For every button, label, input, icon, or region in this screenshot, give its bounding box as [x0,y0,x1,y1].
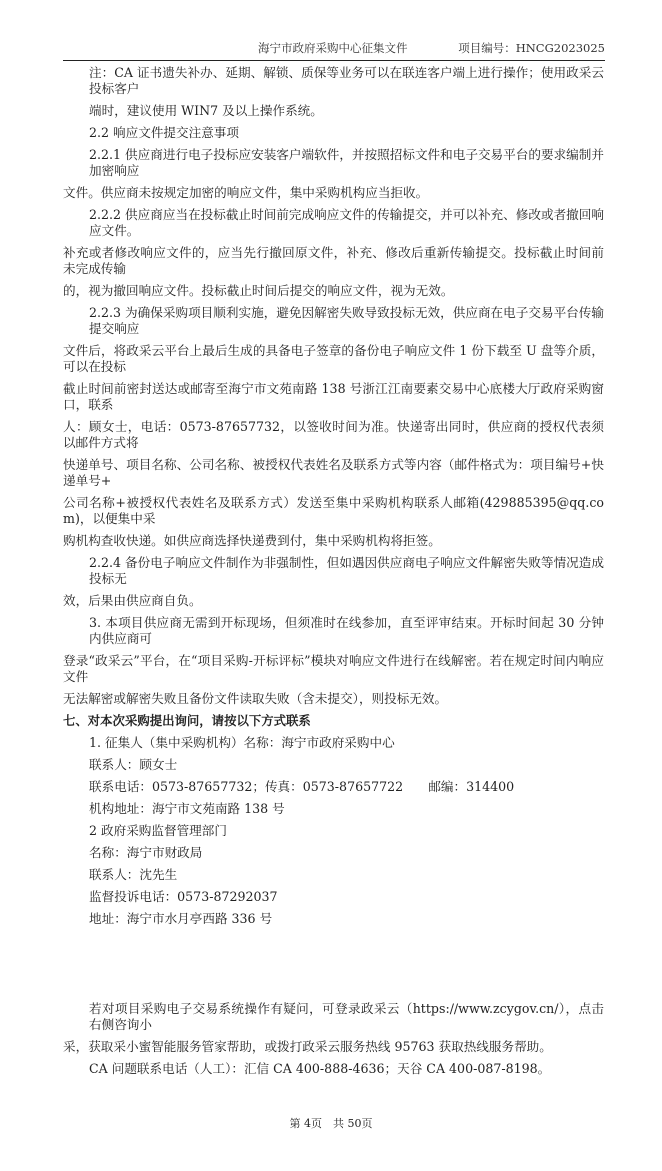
section-7-heading: 七、对本次采购提出询问，请按以下方式联系 [63,713,311,728]
contact-line: 联系人：顾女士 [89,757,178,772]
paragraph-line: 登录“政采云”平台，在“项目采购-开标评标”模块对响应文件进行在线解密。若在规定时间内响应文件 [63,653,604,684]
page-body [63,65,604,1077]
paragraph-line: 2.2.3 为确保采购项目顺利实施，避免因解密失败导致投标无效，供应商在电子交易平台传输提交响应 [89,305,604,336]
paragraph-line: 3. 本项目供应商无需到开标现场，但须准时在线参加，直至评审结束。开标时间起 30 分钟内供应商可 [89,615,604,646]
contact-line: 2 政府采购监督管理部门 [89,823,227,838]
paragraph-line: 人：顾女士，电话：0573-87657732，以签收时间为准。快递寄出同时，供应商的授权代表须以邮件方式将 [63,419,604,450]
help-line: 若对项目采购电子交易系统操作有疑问，可登录政采云（https://www.zcygov.cn/），点击右侧咨询小 [89,1001,604,1032]
contact-line: 监督投诉电话：0573-87292037 [89,889,278,904]
paragraph-line: 补充或者修改响应文件的，应当先行撤回原文件，补充、修改后重新传输提交。投标截止时间前未完成传输 [63,245,604,276]
header-project-number: 项目编号：HNCG2023025 [458,41,605,55]
contact-line: 机构地址：海宁市文苑南路 138 号 [89,801,285,816]
paragraph-line: 2.2.1 供应商进行电子投标应安装客户端软件，并按照招标文件和电子交易平台的要求编制并加密响应 [89,147,604,178]
contact-line: 联系人：沈先生 [89,867,178,882]
page-number: 第 4页 共 50页 [289,1117,373,1130]
paragraph-line: 截止时间前密封送达或邮寄至海宁市文苑南路 138 号浙江江南要素交易中心底楼大厅政府采购窗口，联系 [63,381,604,412]
paragraph-line: 的，视为撤回响应文件。投标截止时间后提交的响应文件，视为无效。 [63,283,454,298]
paragraph-line: 效，后果由供应商自负。 [63,593,202,608]
paragraph-line: 公司名称+被授权代表姓名及联系方式）发送至集中采购机构联系人邮箱(429885395@qq.com)，以便集中采 [63,495,604,526]
page-header [63,0,605,61]
paragraph-line: 无法解密或解密失败且备份文件读取失败（含未提交），则投标无效。 [63,691,448,706]
paragraph-line: 快递单号、项目名称、公司名称、被授权代表姓名及联系方式等内容（邮件格式为：项目编号+快递单号+ [63,457,604,488]
paragraph-line: 2.2.2 供应商应当在投标截止时间前完成响应文件的传输提交，并可以补充、修改或者撤回响应文件。 [89,207,604,238]
contact-line: 地址：海宁市水月亭西路 336 号 [89,911,273,926]
paragraph-line: 文件。供应商未按规定加密的响应文件，集中采购机构应当拒收。 [63,185,429,200]
paragraph-line: 购机构查收快递。如供应商选择快递费到付，集中采购机构将拒签。 [63,533,441,548]
paragraph-line: 端时，建议使用 WIN7 及以上操作系统。 [89,103,323,118]
help-line: CA 问题联系电话（人工）：汇信 CA 400-888-4636；天谷 CA 400-087-8198。 [89,1061,551,1076]
paragraph-line: 2.2.4 备份电子响应文件制作为非强制性，但如遇因供应商电子响应文件解密失败等情况造成投标无 [89,555,604,586]
paragraph-line: 文件后，将政采云平台上最后生成的具备电子签章的备份电子响应文件 1 份下载至 U 盘等介质，可以在投标 [63,343,604,374]
contact-line: 名称：海宁市财政局 [89,845,203,860]
contact-line: 1. 征集人（集中采购机构）名称：海宁市政府采购中心 [89,735,395,750]
header-title: 海宁市政府采购中心征集文件 [258,41,408,55]
paragraph-line: 注：CA 证书遗失补办、延期、解锁、质保等业务可以在联连客户端上进行操作；使用政采云投标客户 [89,65,604,96]
blank-space [63,933,604,1001]
contact-line: 联系电话：0573-87657732；传真：0573-87657722 邮编：314400 [89,779,515,794]
help-line: 采，获取采小蜜智能服务管家帮助，或拨打政采云服务热线 95763 获取热线服务帮助。 [63,1039,552,1054]
section-heading: 2.2 响应文件提交注意事项 [89,125,239,140]
